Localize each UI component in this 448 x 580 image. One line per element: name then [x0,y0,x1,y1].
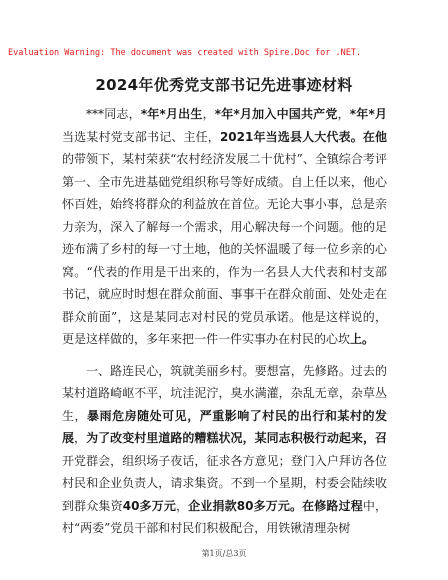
text-run: 开党群会，组织场子夜话，征求各方意见；登门入户拜访各位村民和企业负责人，请求集资。不到一个星期，村委会陆续收到群众集资 [62,453,387,513]
bold-run: 上。 [350,332,375,346]
text-run: ， [176,498,189,513]
paragraph-section-1 [62,360,387,540]
bold-run: *年*月 [349,107,387,121]
bold-run: 暴雨危房随处可见，严重影响了村民的出行和某村的发展 [62,408,387,445]
text-run: 一、路连民心，筑就美丽乡村。要想富，先修路。过去的某村道路崎岖不平，坑洼泥泞，臭水满灌，杂乱无章，杂草丛生， [62,363,387,423]
text-run: ， [337,107,350,121]
document-title: 2024年优秀党支部书记先进事迹材料 [95,76,353,94]
text-run: 当选某村党支部书记、主任， [62,129,220,144]
bold-run: 为了改变村里道路的糟糕状况，某同志积极行动起来，召 [86,431,387,445]
bold-run: 2021年当选县人大代表。在他 [219,129,387,144]
page-footer: 第1页/总3页 [201,549,247,558]
evaluation-warning: Evaluation Warning: The document was created with Spire.Doc for .NET. [8,48,362,58]
document-body [62,103,387,540]
text-run: ， [202,107,215,121]
bold-run: 40多万元 [122,498,176,513]
bold-run: 企业捐款80多万元。在修路过程 [188,498,363,513]
text-run: 中，村“两委”党员干部和村民们积极配合，用铁锹清理杂树 [62,498,387,535]
bold-run: *年*月加入中国共产党 [214,107,338,121]
text-run: ***同志， [86,107,141,121]
bold-run: *年*月出生 [140,107,203,121]
text-run: 的带领下，某村荣获“农村经济发展二十优村”、全镇综合考评第一、全市先进基础党组织称号等好成绩。自上任以来，他心怀百姓，始终将群众的利益放在首位。无论大事小事，总是亲力亲为，深入了解每一个需求，用心解决每一个问题。他的足迹布满了乡村的每一寸土地，他的关怀温暖了每一位乡亲的心窝。“代表的作用是干出来的，作为一名县人大代表和村支部书记，就应时时想在群众前面、事事干在群众前面、处处走在群众前面”，这是某同志对村民的党员承诺。他是这样说的，更是这样做的，多年来把一件一件实事办在村民的心坎 [62,152,387,346]
text-run: ， [74,431,87,445]
paragraph-intro [62,103,387,351]
